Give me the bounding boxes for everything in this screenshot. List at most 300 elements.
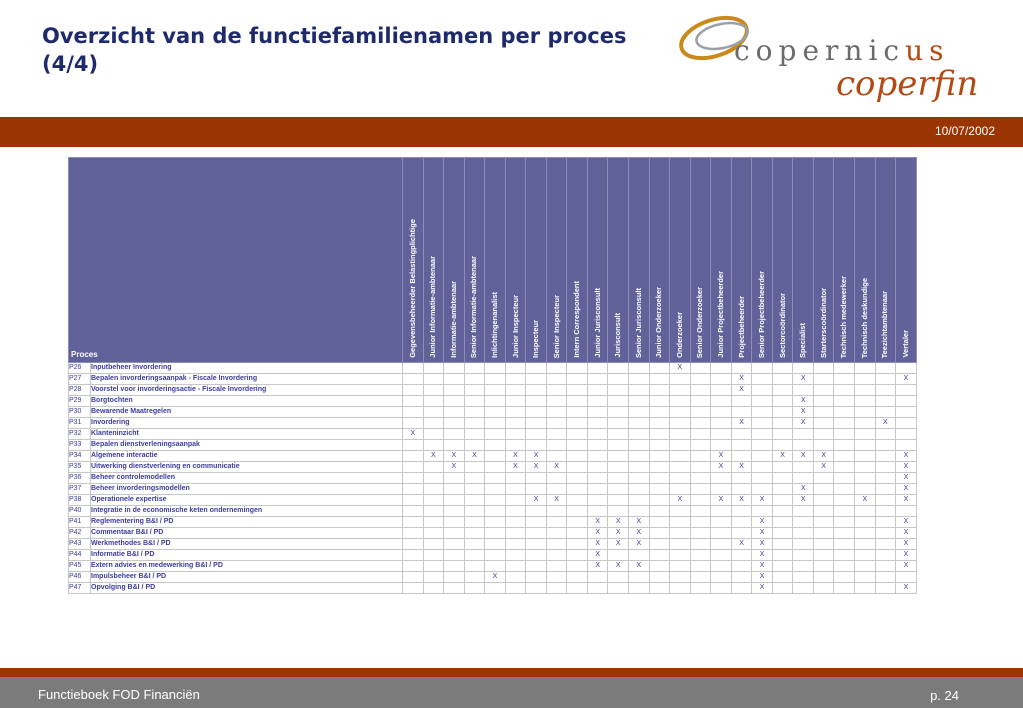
mark-cell <box>834 429 855 440</box>
mark-cell <box>444 484 465 495</box>
mark-cell <box>629 374 650 385</box>
mark-cell <box>772 517 793 528</box>
mark-cell <box>752 418 773 429</box>
mark-cell <box>567 572 588 583</box>
mark-cell <box>485 462 506 473</box>
mark-cell <box>444 583 465 594</box>
mark-cell <box>403 539 424 550</box>
mark-cell <box>464 517 485 528</box>
mark-cell <box>793 429 814 440</box>
mark-cell <box>505 583 526 594</box>
table-row <box>69 528 917 539</box>
mark-cell <box>526 583 547 594</box>
mark-cell: X <box>608 539 629 550</box>
mark-cell <box>505 539 526 550</box>
process-name: Beheer controlemodellen <box>91 473 403 484</box>
mark-cell: X <box>608 528 629 539</box>
mark-cell <box>855 451 876 462</box>
mark-cell <box>526 561 547 572</box>
function-column-label: Gegevensbeheerder Belastingplichtige <box>407 219 417 358</box>
mark-cell <box>444 385 465 396</box>
mark-cell <box>629 572 650 583</box>
mark-cell <box>505 363 526 374</box>
mark-cell <box>875 517 896 528</box>
function-column-label: Junior Onderzoeker <box>654 287 664 358</box>
process-name: Impulsbeheer B&I / PD <box>91 572 403 583</box>
mark-cell <box>711 429 732 440</box>
mark-cell <box>546 440 567 451</box>
function-column-label: Starterscoördinator <box>818 287 828 358</box>
mark-cell <box>690 385 711 396</box>
mark-cell <box>875 374 896 385</box>
mark-cell <box>546 473 567 484</box>
mark-cell <box>752 451 773 462</box>
mark-cell <box>731 451 752 462</box>
function-column-header <box>608 158 629 363</box>
mark-cell <box>403 506 424 517</box>
mark-cell: X <box>505 451 526 462</box>
mark-cell <box>711 561 732 572</box>
mark-cell <box>855 429 876 440</box>
mark-cell <box>444 363 465 374</box>
mark-cell <box>403 473 424 484</box>
mark-cell: X <box>793 374 814 385</box>
mark-cell <box>855 418 876 429</box>
mark-cell <box>834 572 855 583</box>
mark-cell <box>629 495 650 506</box>
mark-cell <box>834 462 855 473</box>
mark-cell <box>649 550 670 561</box>
process-column-header: Proces <box>69 158 403 363</box>
mark-cell <box>711 440 732 451</box>
mark-cell <box>444 374 465 385</box>
mark-cell <box>485 550 506 561</box>
mark-cell <box>485 484 506 495</box>
mark-cell: X <box>629 561 650 572</box>
mark-cell <box>608 396 629 407</box>
mark-cell: X <box>711 495 732 506</box>
mark-cell <box>526 473 547 484</box>
mark-cell <box>834 484 855 495</box>
mark-cell <box>629 473 650 484</box>
mark-cell <box>485 495 506 506</box>
mark-cell <box>485 473 506 484</box>
mark-cell: X <box>403 429 424 440</box>
mark-cell <box>670 451 691 462</box>
mark-cell <box>567 517 588 528</box>
mark-cell <box>855 517 876 528</box>
mark-cell <box>567 528 588 539</box>
mark-cell <box>793 572 814 583</box>
mark-cell <box>731 506 752 517</box>
mark-cell <box>629 484 650 495</box>
mark-cell <box>731 572 752 583</box>
mark-cell <box>464 396 485 407</box>
mark-cell <box>896 385 917 396</box>
mark-cell: X <box>546 462 567 473</box>
page-title: Overzicht van de functiefamilienamen per proces (4/4) <box>42 24 627 76</box>
mark-cell <box>444 440 465 451</box>
mark-cell <box>731 517 752 528</box>
mark-cell <box>608 495 629 506</box>
mark-cell: X <box>813 462 834 473</box>
process-code: P30 <box>69 407 91 418</box>
function-column-header <box>690 158 711 363</box>
mark-cell <box>690 462 711 473</box>
mark-cell <box>526 385 547 396</box>
mark-cell <box>731 473 752 484</box>
mark-cell <box>670 517 691 528</box>
mark-cell <box>772 484 793 495</box>
table-row <box>69 495 917 506</box>
mark-cell <box>896 396 917 407</box>
mark-cell <box>608 473 629 484</box>
process-code: P41 <box>69 517 91 528</box>
function-column-label: Senior Jurisconsult <box>633 287 643 358</box>
mark-cell <box>649 440 670 451</box>
table-row <box>69 462 917 473</box>
mark-cell <box>423 583 444 594</box>
mark-cell: X <box>752 517 773 528</box>
mark-cell <box>813 495 834 506</box>
function-column-label: Informatie-ambtenaar <box>448 281 458 358</box>
mark-cell <box>505 561 526 572</box>
mark-cell <box>403 451 424 462</box>
mark-cell <box>793 385 814 396</box>
function-column-header <box>855 158 876 363</box>
mark-cell <box>670 473 691 484</box>
mark-cell <box>444 550 465 561</box>
mark-cell <box>587 429 608 440</box>
mark-cell <box>772 473 793 484</box>
mark-cell: X <box>752 539 773 550</box>
mark-cell <box>403 528 424 539</box>
mark-cell <box>526 528 547 539</box>
mark-cell <box>629 385 650 396</box>
mark-cell <box>813 396 834 407</box>
mark-cell: X <box>629 528 650 539</box>
mark-cell <box>793 528 814 539</box>
mark-cell: X <box>526 495 547 506</box>
mark-cell <box>587 473 608 484</box>
mark-cell <box>608 572 629 583</box>
mark-cell <box>690 528 711 539</box>
function-column-header <box>505 158 526 363</box>
mark-cell <box>752 484 773 495</box>
mark-cell <box>834 451 855 462</box>
function-column-header <box>875 158 896 363</box>
date-label: 10/07/2002 <box>934 124 995 138</box>
mark-cell <box>875 528 896 539</box>
mark-cell <box>546 396 567 407</box>
function-column-header <box>629 158 650 363</box>
mark-cell <box>423 396 444 407</box>
mark-cell <box>875 440 896 451</box>
mark-cell <box>464 429 485 440</box>
mark-cell <box>813 528 834 539</box>
process-code: P42 <box>69 528 91 539</box>
function-column-header <box>793 158 814 363</box>
mark-cell <box>464 561 485 572</box>
mark-cell <box>855 528 876 539</box>
mark-cell <box>587 506 608 517</box>
function-column-label: Junior Informatie-ambtenaar <box>428 256 438 358</box>
mark-cell: X <box>896 561 917 572</box>
mark-cell <box>875 396 896 407</box>
table-row <box>69 506 917 517</box>
copernicus-coperfin-logo <box>672 8 1012 118</box>
mark-cell <box>875 539 896 550</box>
mark-cell <box>403 572 424 583</box>
mark-cell: X <box>587 550 608 561</box>
mark-cell <box>711 539 732 550</box>
mark-cell <box>855 583 876 594</box>
mark-cell <box>834 418 855 429</box>
mark-cell <box>629 451 650 462</box>
mark-cell <box>855 561 876 572</box>
mark-cell <box>855 572 876 583</box>
mark-cell <box>546 539 567 550</box>
process-name: Werkmethodes B&I / PD <box>91 539 403 550</box>
process-code: P35 <box>69 462 91 473</box>
mark-cell <box>752 462 773 473</box>
mark-cell <box>896 418 917 429</box>
mark-cell <box>485 517 506 528</box>
mark-cell: X <box>793 407 814 418</box>
mark-cell <box>444 473 465 484</box>
mark-cell <box>608 583 629 594</box>
mark-cell <box>485 528 506 539</box>
mark-cell <box>587 407 608 418</box>
mark-cell <box>423 495 444 506</box>
mark-cell <box>793 561 814 572</box>
mark-cell <box>711 506 732 517</box>
mark-cell <box>629 363 650 374</box>
mark-cell: X <box>505 462 526 473</box>
mark-cell <box>896 407 917 418</box>
function-column-label: Junior Projectbeheerder <box>715 271 725 358</box>
mark-cell <box>670 440 691 451</box>
function-column-label: Junior Inspecteur <box>510 295 520 358</box>
table-row <box>69 396 917 407</box>
mark-cell <box>423 374 444 385</box>
mark-cell <box>587 484 608 495</box>
mark-cell <box>485 440 506 451</box>
function-column-header <box>813 158 834 363</box>
mark-cell: X <box>485 572 506 583</box>
mark-cell <box>485 385 506 396</box>
mark-cell <box>505 473 526 484</box>
mark-cell <box>608 418 629 429</box>
mark-cell <box>587 451 608 462</box>
mark-cell <box>505 385 526 396</box>
mark-cell <box>855 539 876 550</box>
mark-cell: X <box>629 539 650 550</box>
mark-cell <box>464 418 485 429</box>
mark-cell: X <box>896 517 917 528</box>
page-number: p. 24 <box>930 688 959 703</box>
mark-cell: X <box>752 495 773 506</box>
mark-cell <box>731 484 752 495</box>
function-column-label: Senior Informatie-ambtenaar <box>469 255 479 358</box>
mark-cell <box>813 473 834 484</box>
mark-cell <box>855 550 876 561</box>
mark-cell <box>690 484 711 495</box>
mark-cell <box>875 407 896 418</box>
process-code: P27 <box>69 374 91 385</box>
mark-cell: X <box>731 418 752 429</box>
mark-cell: X <box>752 550 773 561</box>
function-column-label: Teezichtambtenaar <box>880 290 890 358</box>
mark-cell <box>629 407 650 418</box>
mark-cell <box>567 429 588 440</box>
mark-cell <box>423 572 444 583</box>
mark-cell <box>834 561 855 572</box>
mark-cell: X <box>752 572 773 583</box>
mark-cell <box>711 583 732 594</box>
mark-cell <box>526 374 547 385</box>
mark-cell <box>813 550 834 561</box>
process-code: P28 <box>69 385 91 396</box>
mark-cell <box>855 473 876 484</box>
mark-cell <box>670 374 691 385</box>
mark-cell <box>813 407 834 418</box>
mark-cell <box>526 517 547 528</box>
mark-cell <box>690 572 711 583</box>
mark-cell <box>526 363 547 374</box>
mark-cell <box>567 396 588 407</box>
mark-cell <box>875 462 896 473</box>
mark-cell <box>793 440 814 451</box>
mark-cell: X <box>896 583 917 594</box>
mark-cell: X <box>896 550 917 561</box>
process-name: Extern advies en medewerking B&I / PD <box>91 561 403 572</box>
process-name: Algemene interactie <box>91 451 403 462</box>
mark-cell: X <box>731 495 752 506</box>
mark-cell <box>546 363 567 374</box>
mark-cell <box>752 429 773 440</box>
function-column-label: Onderzoeker <box>674 312 684 358</box>
mark-cell <box>670 484 691 495</box>
mark-cell <box>423 506 444 517</box>
mark-cell <box>752 385 773 396</box>
mark-cell <box>403 374 424 385</box>
mark-cell <box>567 407 588 418</box>
mark-cell: X <box>896 484 917 495</box>
mark-cell <box>670 550 691 561</box>
mark-cell <box>608 451 629 462</box>
mark-cell <box>649 484 670 495</box>
mark-cell <box>855 440 876 451</box>
mark-cell <box>855 396 876 407</box>
mark-cell <box>505 484 526 495</box>
mark-cell <box>464 385 485 396</box>
process-code: P33 <box>69 440 91 451</box>
mark-cell <box>670 583 691 594</box>
mark-cell <box>423 407 444 418</box>
mark-cell <box>485 451 506 462</box>
mark-cell <box>608 407 629 418</box>
table-row <box>69 583 917 594</box>
mark-cell <box>834 385 855 396</box>
mark-cell <box>423 418 444 429</box>
mark-cell <box>834 550 855 561</box>
mark-cell <box>670 506 691 517</box>
mark-cell <box>423 528 444 539</box>
mark-cell <box>690 374 711 385</box>
mark-cell <box>875 429 896 440</box>
mark-cell <box>403 440 424 451</box>
function-column-header <box>711 158 732 363</box>
mark-cell <box>690 550 711 561</box>
mark-cell <box>464 484 485 495</box>
table-row <box>69 418 917 429</box>
mark-cell <box>690 451 711 462</box>
mark-cell <box>485 407 506 418</box>
mark-cell: X <box>793 418 814 429</box>
mark-cell <box>567 462 588 473</box>
header-bar <box>0 117 1023 147</box>
mark-cell <box>423 561 444 572</box>
process-name: Voorstel voor invorderingsactie - Fiscale Invordering <box>91 385 403 396</box>
mark-cell <box>505 418 526 429</box>
process-code: P36 <box>69 473 91 484</box>
mark-cell <box>875 550 896 561</box>
mark-cell <box>546 451 567 462</box>
mark-cell <box>690 429 711 440</box>
process-code: P40 <box>69 506 91 517</box>
function-column-header <box>649 158 670 363</box>
mark-cell <box>772 429 793 440</box>
mark-cell <box>608 506 629 517</box>
mark-cell <box>875 506 896 517</box>
mark-cell <box>403 495 424 506</box>
mark-cell: X <box>772 451 793 462</box>
mark-cell <box>649 451 670 462</box>
mark-cell <box>793 462 814 473</box>
mark-cell <box>546 418 567 429</box>
function-column-label: Sectorcoördinator <box>777 292 787 358</box>
mark-cell <box>813 374 834 385</box>
mark-cell <box>587 440 608 451</box>
mark-cell <box>485 561 506 572</box>
mark-cell: X <box>752 561 773 572</box>
mark-cell: X <box>896 539 917 550</box>
mark-cell <box>567 473 588 484</box>
mark-cell <box>526 484 547 495</box>
mark-cell <box>587 396 608 407</box>
mark-cell <box>711 374 732 385</box>
mark-cell <box>567 495 588 506</box>
mark-cell <box>731 429 752 440</box>
mark-cell <box>567 440 588 451</box>
mark-cell: X <box>526 462 547 473</box>
mark-cell <box>834 506 855 517</box>
mark-cell <box>813 484 834 495</box>
table-row <box>69 572 917 583</box>
mark-cell <box>690 418 711 429</box>
mark-cell <box>403 396 424 407</box>
mark-cell <box>772 539 793 550</box>
mark-cell <box>772 396 793 407</box>
mark-cell: X <box>731 385 752 396</box>
mark-cell: X <box>896 495 917 506</box>
mark-cell <box>444 572 465 583</box>
mark-cell <box>464 583 485 594</box>
function-column-label: Intern Correspondent <box>572 281 582 358</box>
mark-cell <box>813 539 834 550</box>
mark-cell <box>875 484 896 495</box>
